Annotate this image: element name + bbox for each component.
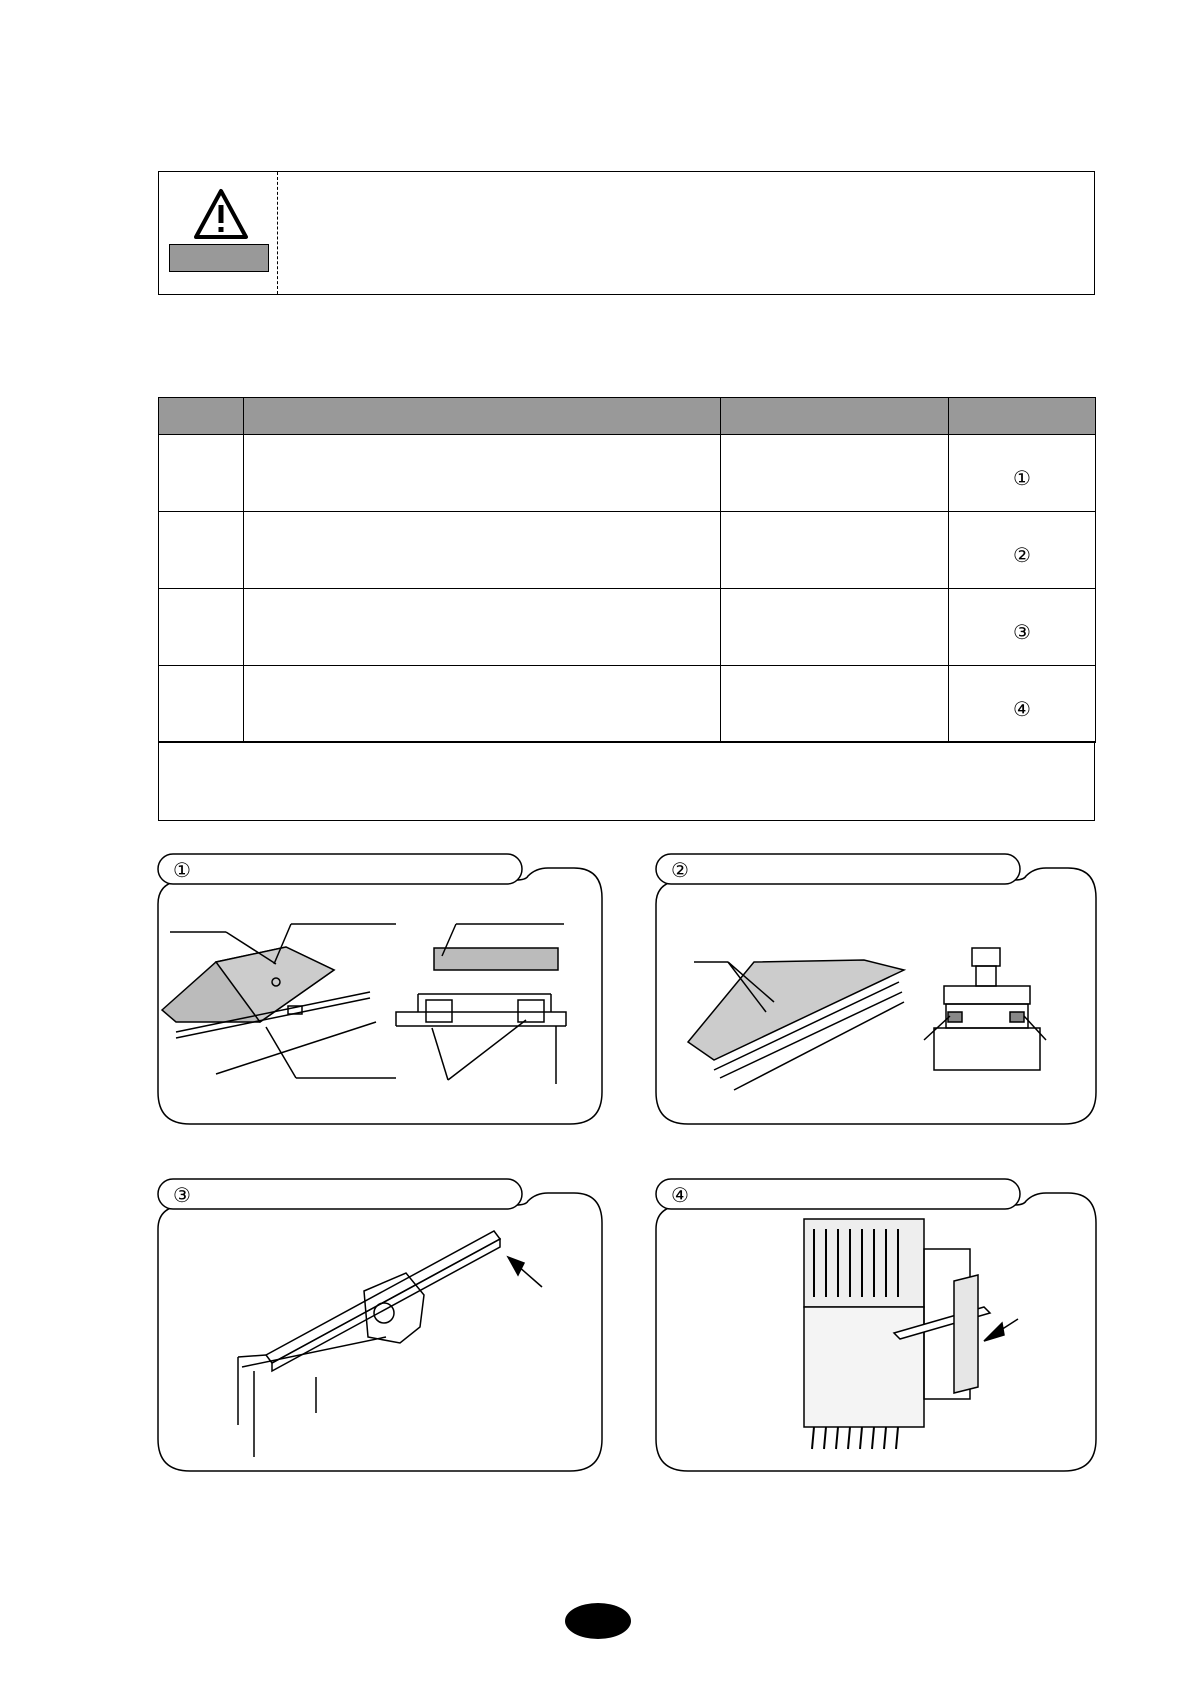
figure-number: ④ <box>671 1183 689 1207</box>
table-cell <box>721 589 949 666</box>
table-cell <box>244 435 721 512</box>
table-header-row <box>159 398 1096 435</box>
figure-panel-frame <box>654 1177 1100 1477</box>
table-cell <box>244 512 721 589</box>
table-header-cell <box>949 398 1096 435</box>
table-cell <box>721 666 949 743</box>
figure-number: ③ <box>173 1183 191 1207</box>
figure-panel-4 <box>654 1177 1100 1477</box>
table-cell <box>721 435 949 512</box>
warning-label <box>169 244 269 272</box>
maintenance-table <box>158 397 1096 743</box>
warning-divider <box>277 172 278 294</box>
table-cell <box>244 589 721 666</box>
table-cell <box>159 512 244 589</box>
table-row <box>159 435 1096 512</box>
figure-ref-cell: ③ <box>949 589 1096 666</box>
table-row <box>159 666 1096 743</box>
page-number <box>565 1603 631 1639</box>
notice-box <box>158 741 1095 821</box>
figure-number: ② <box>671 858 689 882</box>
figure-panel-frame <box>156 1177 606 1477</box>
figure-ref-cell: ① <box>949 435 1096 512</box>
table-header-cell <box>159 398 244 435</box>
figure-panel-1 <box>156 852 606 1127</box>
warning-box <box>158 171 1095 295</box>
table-cell <box>159 666 244 743</box>
warning-triangle-icon <box>193 188 249 240</box>
figure-ref-cell: ② <box>949 512 1096 589</box>
table-cell <box>244 666 721 743</box>
figure-panel-2 <box>654 852 1100 1127</box>
table-cell <box>721 512 949 589</box>
table-cell <box>159 435 244 512</box>
figure-panel-frame <box>156 852 606 1127</box>
table-row <box>159 589 1096 666</box>
figure-number: ① <box>173 858 191 882</box>
figure-ref-cell: ④ <box>949 666 1096 743</box>
table-header-cell <box>244 398 721 435</box>
figure-panel-3 <box>156 1177 606 1477</box>
table-row <box>159 512 1096 589</box>
figure-panel-frame <box>654 852 1100 1127</box>
table-cell <box>159 589 244 666</box>
table-header-cell <box>721 398 949 435</box>
